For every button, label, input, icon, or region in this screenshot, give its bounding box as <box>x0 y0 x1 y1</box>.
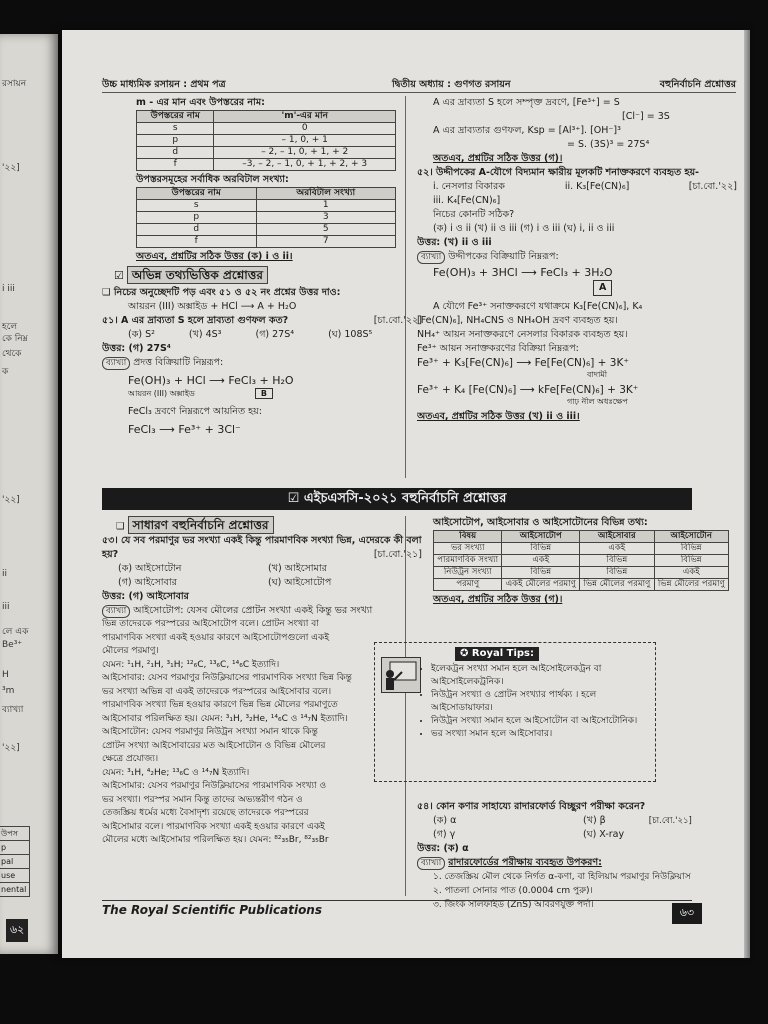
equation-2: FeCl₃ ⟶ Fe³⁺ + 3Cl⁻ <box>128 423 241 436</box>
table-cell: ভিন্ন মৌলের পরমাণু <box>580 579 654 591</box>
text-line: [Cl⁻] = 3S <box>622 111 670 122</box>
table-row <box>137 200 396 212</box>
table-cell: পারমাণবিক সংখ্যা <box>434 555 502 567</box>
statement: i. নেসলার বিকারক <box>433 181 505 192</box>
text-line: যেমন: ³₁H, ⁴₂He; ¹³₆C ও ¹⁴₇N ইত্যাদি। <box>102 767 250 778</box>
table-cell: –3, – 2, – 1, 0, + 1, + 2, + 3 <box>214 159 396 171</box>
statement: ii. K₃[Fe(CN)₆] <box>564 181 630 192</box>
option: (ঘ) আইসোটোপ <box>268 577 332 588</box>
box-b: B <box>255 388 273 399</box>
explanation-text: উদ্দীপকের বিক্রিয়াটি নিম্নরূপ: <box>448 251 559 262</box>
answer-54: উত্তর: (ক) α <box>417 843 469 854</box>
prev-page-fragment: '২২] <box>2 163 20 173</box>
table-row <box>137 159 396 171</box>
question-53 <box>102 534 422 562</box>
text-line: যেমন: ¹₁H, ²₁H, ³₁H; ¹²₆C, ¹³₆C, ¹⁴₆C ইত্যাদি। <box>102 659 280 670</box>
text-line: মৌলের পরমাণু। <box>102 646 159 656</box>
question-54-block <box>417 800 737 912</box>
prev-table-cell: উপস <box>0 827 30 841</box>
table-title: আইসোটোপ, আইসোবার ও আইসোটোনের বিভিন্ন তথ্য: <box>433 517 648 528</box>
explanation-tag: ব্যাখ্যা <box>102 357 130 370</box>
table-cell: – 1, 0, + 1 <box>214 135 396 147</box>
table-cell: বিভিন্ন <box>502 567 580 579</box>
table-header: অরবিটাল সংখ্যা <box>256 188 396 200</box>
text-line: প্রোটন সংখ্যা আইসোবারের মত আইসোটোন ও বিভিন্ন মৌলের <box>102 740 326 751</box>
option: (গ) γ <box>433 829 456 840</box>
reaction-text: আয়রন (III) অক্সাইড + HCl ⟶ A + H₂O <box>128 301 297 312</box>
question-51 <box>102 314 422 328</box>
square-icon: ❑ <box>116 521 128 532</box>
tip-item: • ভর সংখ্যা সমান হলে আইসোবার। <box>431 728 651 741</box>
ionization-text: FeCl₃ দ্রবণে নিম্নরূপে আয়নিত হয়: <box>128 406 262 417</box>
equation-1: Fe(OH)₃ + HCl ⟶ FeCl₃ + H₂O <box>128 374 294 387</box>
isotope-table <box>433 530 729 591</box>
table-cell: বিভিন্ন <box>502 543 580 555</box>
table-cell: 0 <box>214 123 396 135</box>
options-52: (ক) i ও ii (খ) ii ও iii (গ) i ও iii (ঘ) i, ii ও iii <box>433 223 615 234</box>
answer-line: অতএব, প্রশ্নটির সঠিক উত্তর (ক) i ও ii। <box>136 251 293 262</box>
band-title: এইচএসসি-২০২১ বহুনির্বাচনি প্রশ্নোত্তর <box>303 491 507 506</box>
prev-page-fragment: ii <box>2 569 8 579</box>
table-header: আইসোটোন <box>654 531 728 543</box>
reaction-1-note: বাদামী <box>587 370 608 379</box>
instruction <box>102 286 422 300</box>
table-cell: s <box>137 200 257 212</box>
orbital-table <box>136 187 396 248</box>
table-cell: বিভিন্ন <box>654 555 728 567</box>
question-text: ৫১। A এর দ্রাব্যতা S হলে দ্রাব্যতা গুণফল কত? <box>102 315 289 326</box>
table-cell: বিভিন্ন <box>654 543 728 555</box>
question-54: ৫৪। কোন কণার সাহায্যে রাদারফোর্ড বিচ্ছুরণ পরীক্ষা করেন? <box>417 801 646 812</box>
table-cell: বিভিন্ন <box>580 555 654 567</box>
table-row <box>137 236 396 248</box>
box-a-row <box>417 280 737 296</box>
table-header: বিষয় <box>434 531 502 543</box>
table-header: আইসোবার <box>580 531 654 543</box>
table-row <box>434 567 729 579</box>
question-text: ৫৩। যে সব পরমাণুর ভর সংখ্যা একই কিন্তু পারমাণবিক সংখ্যা ভিন্ন, এদেরকে কী বলা হয়? <box>102 535 422 560</box>
prev-table-cell: p <box>0 841 30 855</box>
tip-item: • নিউট্রন সংখ্যা ও প্রোটন সংখ্যার পার্থক্য । হলে আইসোডায়াফার। <box>431 689 651 715</box>
page-edge <box>744 30 750 958</box>
royal-tips-box <box>374 642 656 782</box>
prev-page-number: ৬২ <box>6 919 28 942</box>
prev-page-fragment: ব্যাখ্যা <box>2 705 24 715</box>
text-line: ভর সংখ্যা। পরস্পর সমান কিন্তু তাদের অভ্যন্তরীণ গঠন ও <box>102 794 303 805</box>
section-heading <box>114 266 422 284</box>
table-row <box>137 224 396 236</box>
explanation-52 <box>417 250 737 264</box>
section-title: অভিন্ন তথ্যভিত্তিক প্রশ্নোত্তর <box>127 266 268 284</box>
prev-page-fragment: i iii <box>2 284 15 294</box>
list-item: ১. তেজস্ক্রিয় মৌল থেকে নির্গত α-কণা, বা হিলিয়াম পরমাণুর নিউক্লিয়াস <box>433 872 691 882</box>
prev-page-fragment: Be³⁺ <box>2 640 23 650</box>
prev-page-fragment: ³m <box>2 686 15 696</box>
square-icon: ❑ <box>102 287 114 298</box>
text-line: আইসোমার: যেসব পরমাণুর নিউক্লিয়াসের পারমাণবিক সংখ্যা ও <box>102 781 327 791</box>
prev-table-cell: pal <box>0 855 30 869</box>
m-table-title: m - এর মান এবং উপস্তরের নাম: <box>136 97 265 108</box>
option: (ঘ) X-ray <box>583 829 625 840</box>
text-line: পারমাণবিক সংখ্যা ভিন্ন হওয়ার কারণে ভিন্ন ভিন্ন মৌলের পরমাণুতে <box>102 700 338 710</box>
prev-table-cell: nental <box>0 883 30 897</box>
table-cell: s <box>137 123 214 135</box>
text-line: NH₄⁺ আয়ন সনাক্তকরণে নেসলার বিকারক ব্যবহৃত হয়। <box>417 329 628 340</box>
prev-page-fragment: '২২] <box>2 495 20 505</box>
text-line: A এর দ্রাব্যতার গুণফল, Ksp = [Al³⁺]. [OH⁻]³ <box>433 125 621 136</box>
text-line: [Fe(CN)₆], NH₄CNS ও NH₄OH দ্রবণ ব্যবহৃত হয়। <box>417 315 618 326</box>
answer-line: অতএব, প্রশ্নটির সঠিক উত্তর (গ)। <box>433 594 563 605</box>
statement: iii. K₄[Fe(CN)₆] <box>433 195 501 206</box>
prev-page-fragment: ক <box>2 367 9 377</box>
reaction-2: Fe³⁺ + K₄ [Fe(CN)₆] ⟶ kFe[Fe(CN)₆] + 3K⁺ <box>417 384 639 396</box>
table-header: উপস্তরের নাম <box>137 111 214 123</box>
table-cell: নিউট্রন সংখ্যা <box>434 567 502 579</box>
text-line: তেজস্ক্রিয় ধর্মের মধ্যে বৈসাদৃশ্য রয়েছে তাদেরকে পরস্পরের <box>102 808 309 818</box>
prev-page-fragment: রসায়ন <box>2 79 27 89</box>
text-line: মৌলের মধ্যে আইসোমার পরিলক্ষিত হয়। যেমন: ⁸²₃₅Br, ⁸²₃₅Br <box>102 835 329 845</box>
table-header: 'm'-এর মান <box>214 111 396 123</box>
prev-page-fragment: থেকে <box>2 349 22 359</box>
header-right: বহুনির্বাচনি প্রশ্নোত্তর <box>659 79 736 90</box>
equation-subtext: আয়রন (III) অক্সাইড <box>128 389 195 398</box>
prev-page-table <box>0 826 30 897</box>
option: (ক) α <box>433 815 457 826</box>
text-line: আইসোমার বলে। পারমাণবিক সংখ্যা একই হওয়ার কারণে একই <box>102 821 325 832</box>
reaction-1: Fe³⁺ + K₃[Fe(CN)₆] ⟶ Fe[Fe(CN)₆] + 3K⁺ <box>417 357 629 369</box>
table-cell: একই মৌলের পরমাণু <box>502 579 580 591</box>
prev-page-fragment: H <box>2 670 9 680</box>
tip-item: • ইলেকট্রন সংখ্যা সমান হলে আইসোইলেকট্রন বা আইসোইলেকট্রনিক। <box>431 663 651 689</box>
answer-52: উত্তর: (খ) ii ও iii <box>417 237 492 248</box>
table-cell: ভিন্ন মৌলের পরমাণু <box>654 579 728 591</box>
text-line: আইসোবার: যেসব পরমাণুর নিউক্লিয়াসের পারমাণবিক সংখ্যা ভিন্ন কিন্তু <box>102 673 352 683</box>
explanation-54 <box>417 856 737 870</box>
options-51 <box>102 328 422 342</box>
question-source: [চা.বো.'২১] <box>373 549 422 560</box>
page-number: ৬৩ <box>672 903 702 924</box>
table-row <box>434 555 729 567</box>
right-column-top <box>417 96 737 424</box>
question-source: [চা.বো.'২১] <box>648 816 692 826</box>
text-line: A এর দ্রাব্যতা S হলে সম্পৃক্ত দ্রবণে, [Fe³⁺] = S <box>433 97 620 108</box>
tip-item: • নিউট্রন সংখ্যা সমান হলে আইসোটোন বা আইসোটোনিক। <box>431 715 651 728</box>
teacher-board-icon <box>381 657 421 693</box>
options-53 <box>102 562 422 590</box>
text-line: ক্ষেত্রে প্রযোজ্য। <box>102 754 159 764</box>
explanation-tag: ব্যাখ্যা <box>417 251 445 264</box>
option: (ঘ) 108S⁵ <box>328 329 373 340</box>
header-center: দ্বিতীয় অধ্যায় : গুণগত রসায়ন <box>392 79 511 90</box>
explanation-tag: ব্যাখ্যা <box>102 605 130 618</box>
publisher-name: The Royal Scientific Publications <box>102 903 322 917</box>
prev-page-fragment: লে এক <box>2 627 29 637</box>
prev-table-cell: use <box>0 869 30 883</box>
checkbox-icon: ☑ <box>114 269 124 282</box>
orbital-table-title: উপস্তরসমূহের সর্বাধিক অরবিটাল সংখ্যা: <box>136 174 289 185</box>
table-row <box>434 543 729 555</box>
answer-51: উত্তর: (গ) 27S⁴ <box>102 343 171 354</box>
table-header: উপস্তরের নাম <box>137 188 257 200</box>
table-cell: 5 <box>256 224 396 236</box>
answer-53: উত্তর: (গ) আইসোবার <box>102 591 189 602</box>
text-line: আইসোটোন: যেসব পরমাণুর নিউট্রন সংখ্যা সমান থাকে কিন্তু <box>102 727 318 737</box>
tips-title-text: Royal Tips: <box>471 648 534 659</box>
prev-page-fragment: '২২] <box>2 743 20 753</box>
table-cell: 7 <box>256 236 396 248</box>
list-item: ২. পাতলা সোনার পাত (0.0004 cm পুরু)। <box>433 886 593 896</box>
option: (খ) 4S³ <box>188 329 222 340</box>
option-text: (খ) β <box>583 815 606 826</box>
text-line: আইসোবার পরিলক্ষিত হয়। যেমন: ³₁H, ³₂He, ¹⁴₆C ও ¹⁴₇N ইত্যাদি। <box>102 713 348 724</box>
explanation-text: প্রদত্ত বিক্রিয়াটি নিম্নরূপ: <box>133 357 224 368</box>
options-54 <box>417 814 737 842</box>
table-row <box>137 123 396 135</box>
table-row <box>137 135 396 147</box>
table-cell: p <box>137 212 257 224</box>
question-text: ৫২। উদ্দীপকের A-যৌগে বিদ্যমান ক্ষারীয় মূলকটি শনাক্তকরণে ব্যবহৃত হয়- <box>417 167 700 178</box>
reaction-2-note: গাঢ় নীল অধঃক্ষেপ <box>567 397 628 406</box>
page-footer <box>102 900 692 923</box>
table-cell: 1 <box>256 200 396 212</box>
table-cell: f <box>137 236 257 248</box>
running-header <box>102 78 736 93</box>
text-line: = S. (3S)³ = 27S⁴ <box>567 139 650 150</box>
text-line: পারমাণবিক সংখ্যা একই হওয়ার কারণে আইসোটোপগুলো একই <box>102 632 329 643</box>
explanation-53 <box>102 604 422 618</box>
table-row <box>137 147 396 159</box>
equation-1-subtext <box>102 388 422 399</box>
table-cell: p <box>137 135 214 147</box>
option: (গ) 27S⁴ <box>255 329 295 340</box>
checkbox-icon: ☑ <box>287 491 304 506</box>
previous-page-edge <box>0 34 58 954</box>
option: (ক) আইসোটোন <box>118 563 182 574</box>
subsection-heading <box>102 516 422 534</box>
tips-list <box>419 663 655 741</box>
table-cell: – 2, – 1, 0, + 1, + 2 <box>214 147 396 159</box>
table-cell: ভর সংখ্যা <box>434 543 502 555</box>
table-row <box>434 579 729 591</box>
text-line: আইসোটোপ: যেসব মৌলের প্রোটন সংখ্যা একই কিন্তু ভর সংখ্যা <box>133 605 373 616</box>
left-column-top <box>102 96 422 437</box>
option: (খ) আইসোমার <box>268 563 327 574</box>
table-row <box>137 212 396 224</box>
table-cell: একই <box>580 543 654 555</box>
answer-line: অতএব, প্রশ্নটির সঠিক উত্তর (খ) ii ও iii। <box>417 411 580 422</box>
subsection-title: সাধারণ বহুনির্বাচনি প্রশ্নোত্তর <box>128 516 274 534</box>
text-line: Fe³⁺ আয়ন সনাক্তকরণের বিক্রিয়া নিম্নরূপ: <box>417 343 579 354</box>
answer-line: অতএব, প্রশ্নটির সঠিক উত্তর (গ)। <box>433 153 563 164</box>
question-source: [চা.বো.'২২] <box>373 315 422 326</box>
table-cell: d <box>137 147 214 159</box>
which-correct: নিচের কোনটি সঠিক? <box>433 209 515 220</box>
prev-page-fragment: কে নিম্ন <box>2 334 28 344</box>
option: (গ) আইসোবার <box>118 577 177 588</box>
box-a: A <box>593 280 612 296</box>
question-source: [চা.বো.'২২] <box>688 181 737 192</box>
right-column-bottom <box>417 516 737 607</box>
statement-row <box>417 180 689 194</box>
table-cell: পরমাণু <box>434 579 502 591</box>
equation: Fe(OH)₃ + 3HCl ⟶ FeCl₃ + 3H₂O <box>433 266 613 279</box>
table-cell: f <box>137 159 214 171</box>
text-line: ভর সংখ্যা অভিন্ন বা একই তাদেরকে পরস্পরের আইসোবার বলে। <box>102 686 332 697</box>
prev-page-fragment: iii <box>2 602 10 612</box>
instruction-text: নিচের অনুচ্ছেদটি পড় এবং ৫১ ও ৫২ নং প্রশ্নের উত্তর দাও: <box>113 287 341 298</box>
table-cell: d <box>137 224 257 236</box>
text-line: ভিন্ন তাদেরকে পরস্পরের আইসোটোপ বলে। প্রোটন সংখ্যা বা <box>102 619 319 629</box>
option: (ক) S² <box>128 329 155 340</box>
tips-title <box>455 647 539 661</box>
header-left: উচ্চ মাধ্যমিক রসায়ন : প্রথম পত্র <box>102 79 226 90</box>
table-cell: একই <box>502 555 580 567</box>
option <box>583 814 733 828</box>
list-item: ৩. জিংক সালফাইড (ZnS) আবরণযুক্ত পর্দা। <box>433 900 594 910</box>
table-cell: বিভিন্ন <box>580 567 654 579</box>
table-cell: 3 <box>256 212 396 224</box>
book-page <box>62 30 750 958</box>
prev-page-fragment: হলে <box>2 322 18 332</box>
explanation-tag: ব্যাখ্যা <box>417 857 445 870</box>
explanation-51 <box>102 356 422 370</box>
explanation-text: রাদারফোর্ডের পরীক্ষায় ব্যবহৃত উপকরণ: <box>448 857 602 868</box>
m-value-table <box>136 110 396 171</box>
gear-icon: ✪ <box>460 648 472 659</box>
table-header: আইসোটোপ <box>502 531 580 543</box>
section-band <box>102 488 692 510</box>
table-cell: একই <box>654 567 728 579</box>
text-line: A যৌগে Fe³⁺ সনাক্তকরণে যথাক্রমে K₃[Fe(CN)₆], K₄ <box>433 301 643 312</box>
